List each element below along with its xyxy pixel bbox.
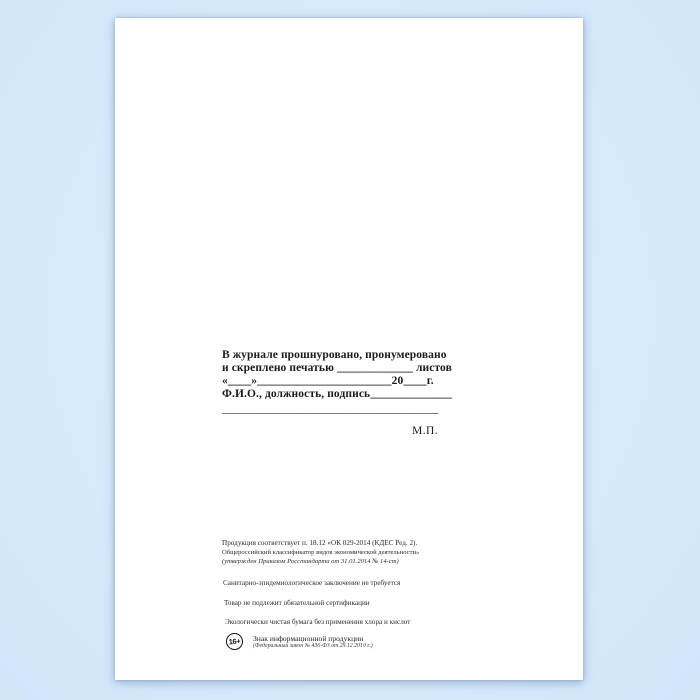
product-standard-line-2: Общероссийский классификатор видов экономической деятельности» (222, 549, 420, 556)
seal-line-sheets: и скреплено печатью _____________ листов (222, 362, 452, 374)
certification-statement: Товар не подлежит обязательной сертификации (224, 599, 370, 607)
seal-line-bound: В журнале прошнуровано, пронумеровано (222, 349, 447, 361)
compliance-block (222, 539, 467, 650)
product-standard-line-3: (утвержден Приказом Росстандарта от 31.01.2014 № 14-ст) (222, 558, 399, 565)
info-sign-text (253, 633, 373, 650)
ecology-statement: Экологически чистая бумага без применения хлора и кислот (225, 618, 411, 626)
age-rating-16plus-icon: 16+ (225, 632, 243, 650)
seal-line-date: «____»_______________________20____г. (222, 375, 434, 387)
journal-back-page (115, 18, 583, 680)
stamp-place-abbr: М.П. (412, 425, 438, 437)
info-sign-title: Знак информационной продукции (253, 634, 364, 643)
age-rating-row (222, 633, 467, 650)
sanitary-statement: Санитарно-эпидемиологическое заключение не требуется (223, 579, 401, 587)
info-sign-law-reference: (Федеральный закон № 436-ФЗ от 29.12.2010 г.) (253, 643, 373, 649)
product-standard-line-1: Продукция соответствует п. 18.12 «ОК 029-2014 (КДЕС Ред. 2). (222, 539, 418, 547)
seal-signature-block (222, 349, 453, 438)
signature-rule: _____________________________________ (222, 403, 439, 415)
seal-line-signature: Ф.И.О., должность, подпись______________ (222, 388, 453, 400)
